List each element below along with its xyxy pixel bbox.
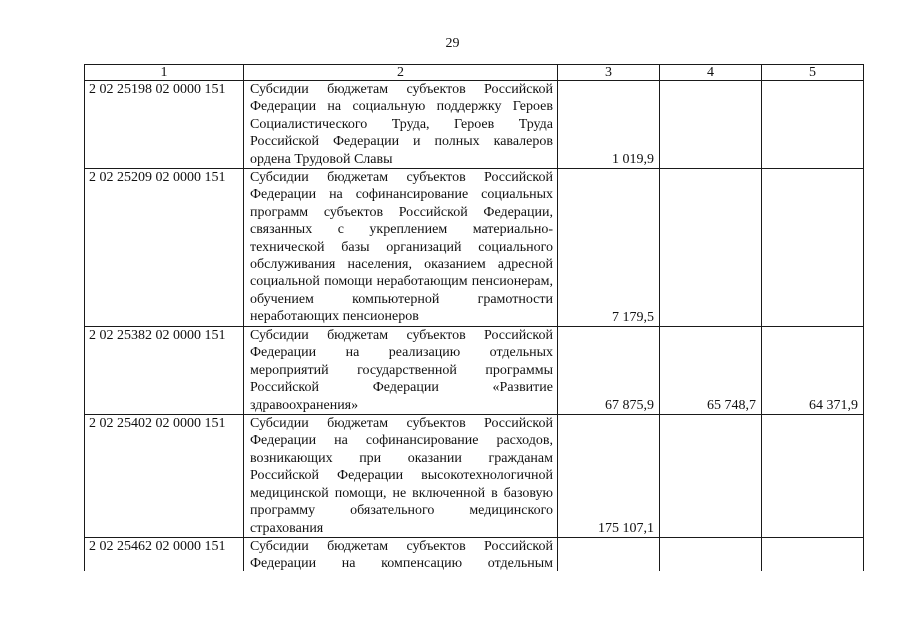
budget-code-cell: 2 02 25462 02 0000 151 — [85, 538, 244, 591]
amount-col4-cell — [660, 415, 762, 538]
amount-col3-cell: 7 179,5 — [558, 169, 660, 327]
amount-col5-cell — [762, 415, 864, 538]
amount-col5-cell — [762, 169, 864, 327]
column-header-3: 3 — [558, 65, 660, 81]
column-header-5: 5 — [762, 65, 864, 81]
budget-code-cell: 2 02 25382 02 0000 151 — [85, 327, 244, 415]
page-number: 29 — [445, 36, 460, 51]
description-cell: Субсидии бюджетам субъектов Российской Федерации на софинансирование расходов, возникающих при оказании гражданам Российской Федерации высокотехнологичной медицинской помощи, не включенной в базовую программу обязательного медицинского страхования — [244, 415, 558, 538]
budget-code-cell: 2 02 25402 02 0000 151 — [85, 415, 244, 538]
amount-col3-cell: 1 019,9 — [558, 81, 660, 169]
amount-col4-cell: 65 748,7 — [660, 327, 762, 415]
budget-code-cell: 2 02 25198 02 0000 151 — [85, 81, 244, 169]
column-header-1: 1 — [85, 65, 244, 81]
amount-col4-cell — [660, 169, 762, 327]
description-cell: Субсидии бюджетам субъектов Российской Федерации на компенсацию отдельным — [244, 538, 558, 591]
budget-code-cell: 2 02 25209 02 0000 151 — [85, 169, 244, 327]
amount-col4-cell — [660, 81, 762, 169]
table-row — [85, 415, 864, 538]
description-cell: Субсидии бюджетам субъектов Российской Федерации на софинансирование социальных программ субъектов Российской Федерации, связанных с укреплением материально-технической базы организаций социального обслуживания населения, оказанием адресной социальной помощи неработающим пенсионерам, обучением компьютерной грамотности неработающих пенсионеров — [244, 169, 558, 327]
table-row — [85, 169, 864, 327]
table-row — [85, 327, 864, 415]
amount-col3-cell: 175 107,1 — [558, 415, 660, 538]
amount-col3-cell: 67 875,9 — [558, 327, 660, 415]
header-row — [85, 65, 864, 81]
page-bottom-margin — [0, 571, 905, 640]
description-cell: Субсидии бюджетам субъектов Российской Федерации на социальную поддержку Героев Социалистического Труда, Героев Труда Российской Федерации и полных кавалеров ордена Трудовой Славы — [244, 81, 558, 169]
column-header-2: 2 — [244, 65, 558, 81]
column-header-4: 4 — [660, 65, 762, 81]
budget-table — [84, 64, 864, 591]
description-cell: Субсидии бюджетам субъектов Российской Федерации на реализацию отдельных мероприятий государственной программы Российской Федерации «Развитие здравоохранения» — [244, 327, 558, 415]
amount-col5-cell: 64 371,9 — [762, 327, 864, 415]
table-row — [85, 81, 864, 169]
amount-col5-cell — [762, 81, 864, 169]
